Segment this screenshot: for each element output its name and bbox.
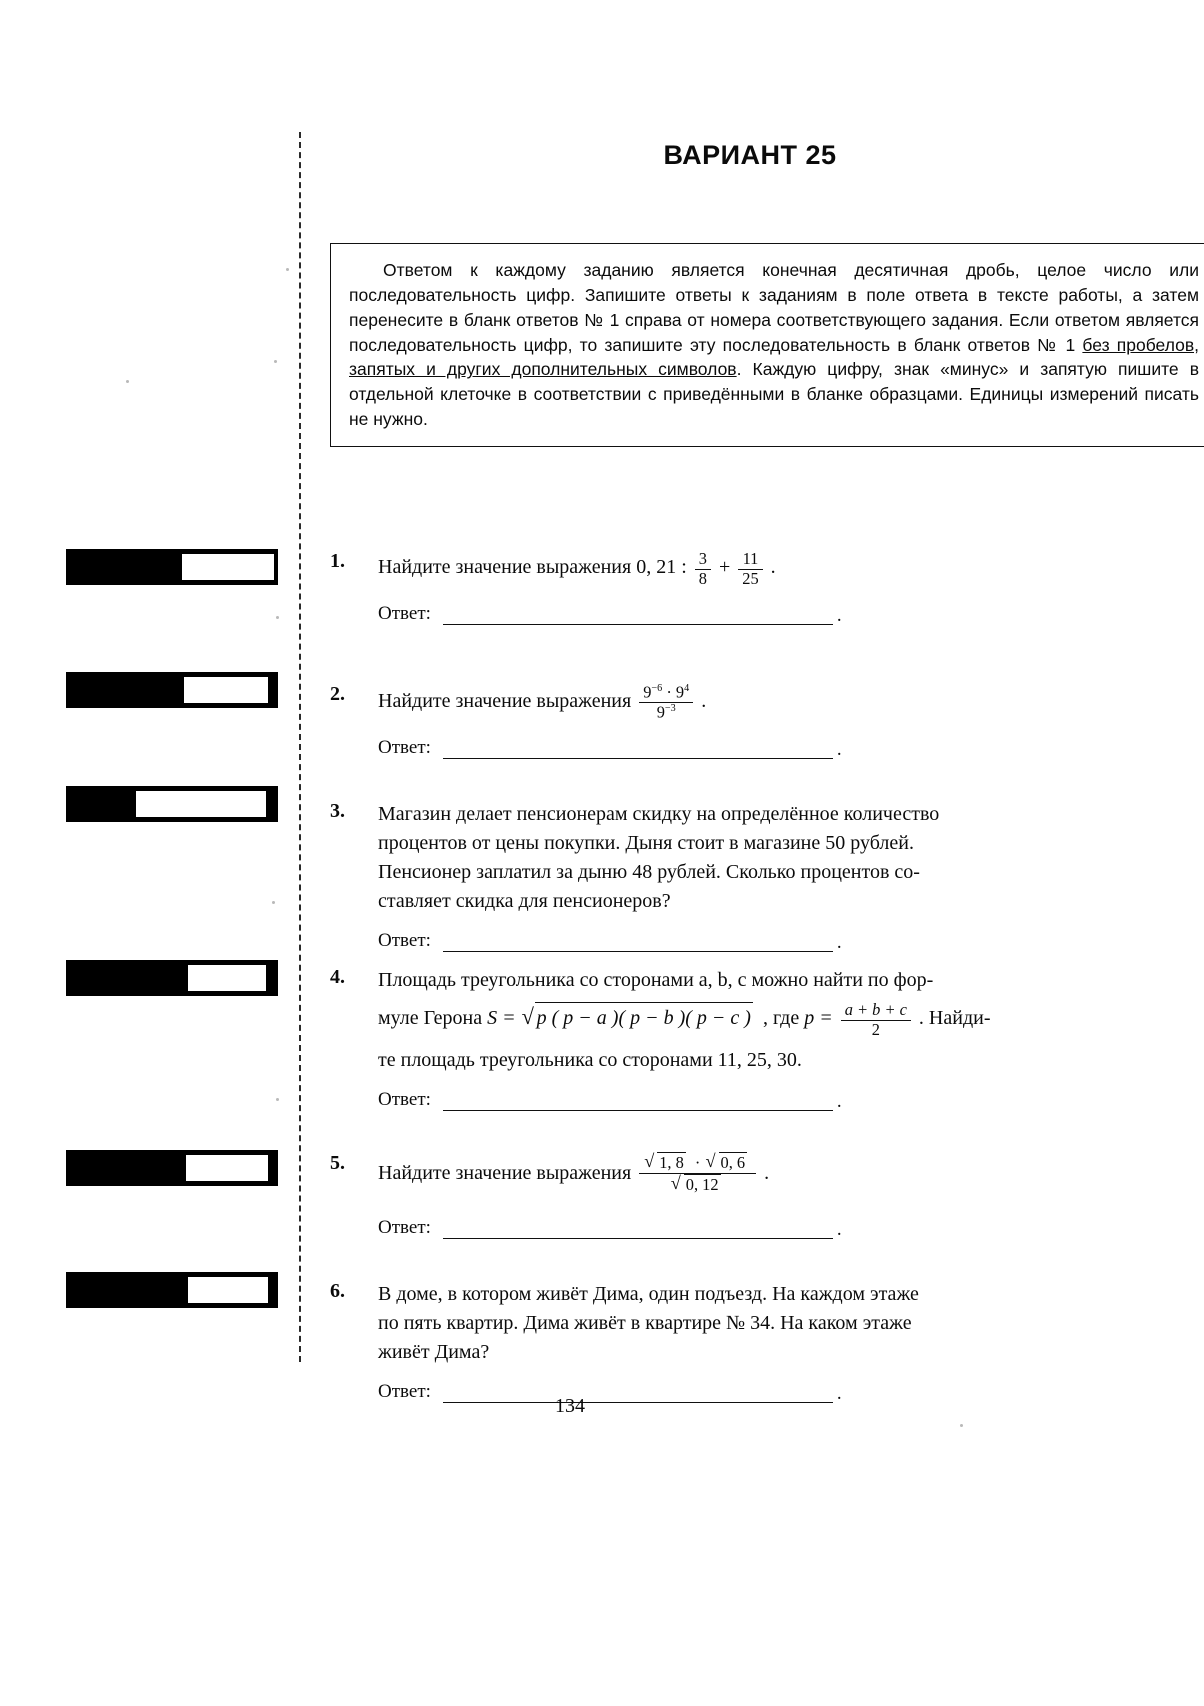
- task-line: процентов от цены покупки. Дыня стоит в магазине 50 рублей.: [378, 832, 914, 854]
- answer-row: [378, 737, 1204, 759]
- answer-row: [378, 1217, 1204, 1239]
- task-5: [330, 1152, 1204, 1239]
- formula-left-side: S =: [487, 1006, 516, 1029]
- fraction-denominator: [639, 1174, 756, 1195]
- answer-period: .: [836, 932, 842, 953]
- task-lead-text: Найдите значение выражения: [378, 555, 632, 578]
- square-root: [522, 1002, 757, 1033]
- scan-speck: [276, 616, 279, 619]
- semiperimeter-label: p =: [804, 1006, 833, 1029]
- radicand: 0, 6: [720, 1153, 746, 1172]
- answer-input-line[interactable]: [443, 1093, 833, 1111]
- answer-period: .: [836, 1383, 842, 1404]
- fraction-roots: [639, 1152, 756, 1195]
- answer-input-line[interactable]: [443, 1221, 833, 1239]
- square-root: [671, 1174, 725, 1195]
- fraction-denominator: [639, 703, 693, 722]
- margin-marker-notch: [136, 791, 266, 817]
- task-4: [330, 966, 1204, 1111]
- answer-period: .: [836, 1090, 842, 1112]
- fraction-numerator: 3: [695, 550, 711, 570]
- scan-speck: [276, 1098, 279, 1101]
- scan-speck: [272, 901, 275, 904]
- instruction-underlined-text: без пробелов, запятых и других дополнительных символов: [349, 334, 1199, 380]
- formula-tail-text: . Найди-: [918, 1006, 991, 1029]
- math-expression: [636, 549, 776, 588]
- fraction-powers: [639, 683, 693, 723]
- answer-period: .: [836, 1218, 842, 1240]
- fraction-denominator: 25: [742, 568, 759, 588]
- task-line: ставляет скидка для пенсионеров?: [378, 890, 671, 912]
- radicand: 0, 12: [685, 1174, 719, 1194]
- expr-period: .: [770, 555, 776, 578]
- answer-input-line[interactable]: [443, 607, 833, 625]
- square-root: [644, 1152, 690, 1173]
- task-statement: [378, 1280, 1204, 1367]
- fraction-denominator: 2: [871, 1019, 880, 1039]
- formula-lead-text: муле Герона: [378, 1006, 483, 1029]
- answer-label: Ответ:: [378, 1216, 431, 1238]
- task-line: Пенсионер заплатил за дыню 48 рублей. Сколько процентов со-: [378, 861, 920, 883]
- power-base: 9: [675, 682, 685, 702]
- margin-marker-2: [66, 672, 278, 708]
- radicand: 1, 8: [659, 1153, 684, 1172]
- margin-marker-1: [66, 549, 278, 585]
- task-number: 1.: [330, 550, 345, 572]
- instruction-text-tail: . Каждую цифру, знак «минус» и запятую пишите в отдельной клеточке в соответствии с приведёнными в бланке образцами. Единицы измерений писать не нужно.: [349, 359, 1200, 430]
- multiplication-dot: ·: [666, 682, 672, 702]
- task-line: Магазин делает пенсионерам скидку на определённое количество: [378, 803, 940, 825]
- answer-row: [378, 603, 1204, 625]
- margin-marker-notch: [186, 1155, 268, 1181]
- answer-input-line[interactable]: [443, 934, 833, 952]
- task-line: В доме, в котором живёт Дима, один подъезд. На каждом этаже: [378, 1283, 919, 1305]
- fraction-numerator: a + b + c: [841, 1001, 911, 1021]
- fraction-11-25: [738, 550, 762, 589]
- expr-plus-sign: +: [718, 555, 731, 578]
- margin-marker-6: [66, 1272, 278, 1308]
- answer-row: [378, 1089, 1204, 1111]
- task-statement: [378, 966, 1204, 1075]
- margin-marker-4: [66, 960, 278, 996]
- margin-marker-notch: [184, 677, 268, 703]
- task-number: 6.: [330, 1280, 345, 1302]
- answer-period: .: [836, 604, 842, 626]
- math-expression: [636, 1153, 770, 1194]
- heron-formula: [487, 1000, 991, 1039]
- task-statement: [378, 683, 1204, 723]
- power-exponent: 4: [684, 683, 690, 694]
- expr-period: .: [701, 689, 707, 712]
- answer-label: Ответ:: [378, 930, 431, 951]
- answer-input-line[interactable]: [443, 741, 833, 759]
- page-title: ВАРИАНТ 25: [663, 140, 837, 170]
- fraction-numerator: 11: [738, 550, 762, 570]
- task-lead-text: Найдите значение выражения: [378, 689, 632, 712]
- margin-marker-5: [66, 1150, 278, 1186]
- instruction-text: Ответом к каждому заданию является конечная десятичная дробь, целое число или последовательность цифр. Запишите ответы к заданиям в поле ответа в тексте работы, а затем перенесите в бланк ответов № 1 справа от номера соответствующего задания. Если ответом является последовательность цифр, то запишите эту последовательность в бланк ответов № 1: [349, 260, 1199, 355]
- power-exponent: −6: [651, 683, 663, 694]
- task-number: 3.: [330, 800, 345, 822]
- formula-where-text: , где: [762, 1006, 800, 1029]
- task-statement: [378, 1152, 1204, 1195]
- answer-label: Ответ:: [378, 736, 431, 758]
- power-base: 9: [643, 682, 652, 702]
- square-root: [706, 1152, 752, 1173]
- margin-marker-notch: [188, 965, 266, 991]
- margin-marker-notch: [188, 1277, 268, 1303]
- expr-prefix: 0, 21 :: [636, 555, 687, 578]
- fraction-semiperimeter: [841, 1001, 911, 1040]
- task-line: те площадь треугольника со сторонами 11, 25, 30.: [378, 1048, 802, 1071]
- math-expression: [636, 682, 707, 722]
- task-line: живёт Дима?: [378, 1341, 490, 1363]
- answer-label: Ответ:: [378, 602, 431, 624]
- task-number: 2.: [330, 683, 345, 705]
- task-3: [330, 800, 1204, 952]
- power-base: 9: [656, 702, 665, 722]
- page-number: 134: [555, 1395, 585, 1417]
- task-line: по пять квартир. Дима живёт в квартире № 34. На каком этаже: [378, 1312, 912, 1334]
- task-statement: [378, 550, 1204, 589]
- answer-label: Ответ:: [378, 1088, 431, 1110]
- expr-period: .: [764, 1161, 770, 1184]
- fraction-denominator: 8: [698, 568, 707, 588]
- task-number: 4.: [330, 966, 345, 988]
- radicand: p ( p − a )( p − b )( p − c ): [535, 1002, 753, 1033]
- scan-speck: [126, 380, 129, 383]
- task-2: [330, 683, 1204, 759]
- margin-marker-3: [66, 786, 278, 822]
- task-1: [330, 550, 1204, 625]
- fraction-numerator: [639, 683, 693, 703]
- answer-label: Ответ:: [378, 1381, 431, 1402]
- answer-row: [378, 930, 1204, 952]
- multiplication-dot: ·: [694, 1153, 701, 1172]
- fraction-3-8: [695, 550, 711, 589]
- task-formula-line: [378, 1001, 1204, 1040]
- margin-marker-notch: [182, 554, 274, 580]
- task-number: 5.: [330, 1152, 345, 1174]
- instruction-box: [330, 243, 1204, 447]
- scan-speck: [286, 268, 289, 271]
- answer-period: .: [836, 738, 842, 760]
- task-line: Площадь треугольника со сторонами a, b, c можно найти по фор-: [378, 969, 934, 991]
- scan-speck: [274, 360, 277, 363]
- dashed-separator-line: [299, 132, 301, 1362]
- scan-speck: [960, 1424, 963, 1427]
- task-statement: [378, 800, 1204, 916]
- power-exponent: −3: [664, 703, 676, 715]
- task-lead-text: Найдите значение выражения: [378, 1161, 632, 1184]
- task-6: [330, 1280, 1204, 1403]
- fraction-numerator: [639, 1152, 756, 1174]
